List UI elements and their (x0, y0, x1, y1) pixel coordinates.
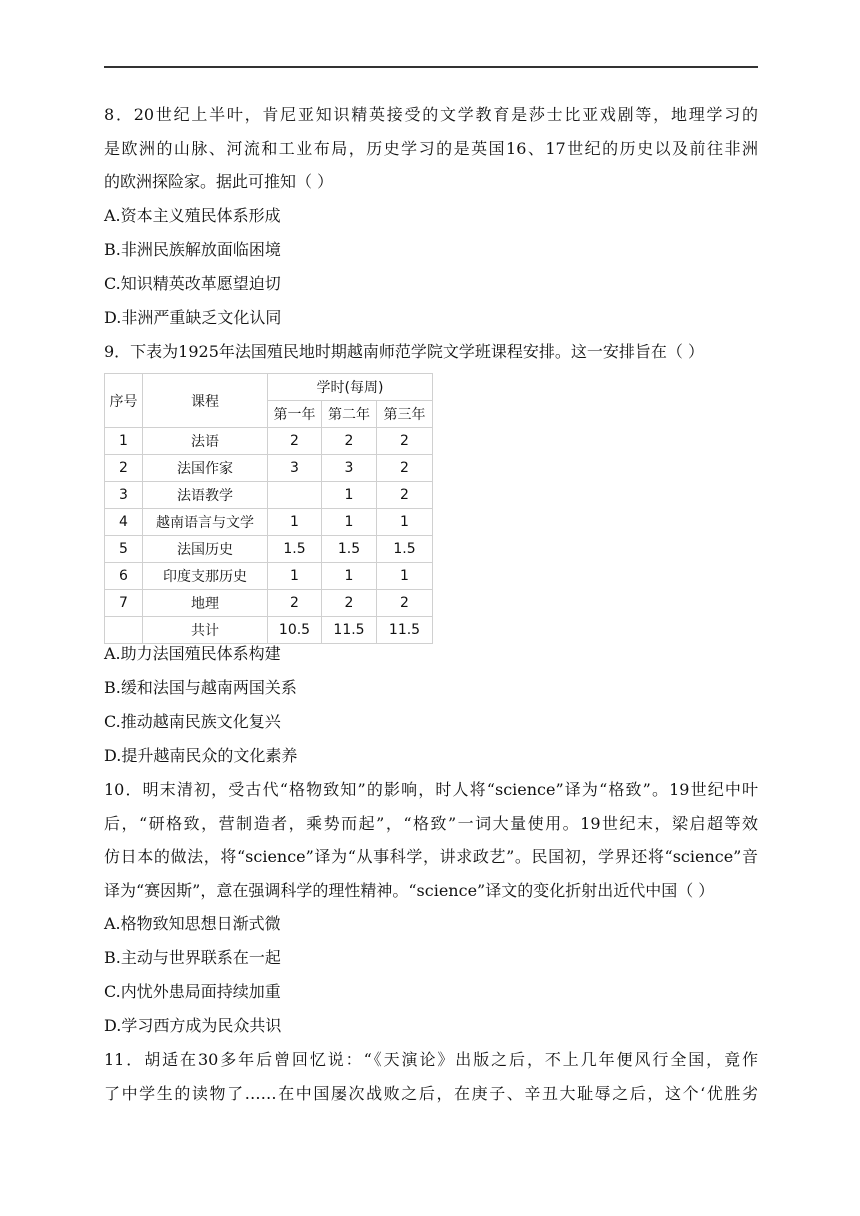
q9-option-d[interactable]: D.提升越南民众的文化素养 (104, 746, 298, 765)
q8-stem-line-1: 8．20世纪上半叶，肯尼亚知识精英接受的文学教育是莎士比亚戏剧等，地理学习的 (104, 105, 758, 124)
cell-course: 地理 (143, 590, 268, 617)
cell-serial: 2 (105, 455, 143, 482)
cell-year-3: 2 (377, 455, 433, 482)
table-row (105, 563, 433, 590)
cell-year-2: 3 (322, 455, 377, 482)
header-weekly-hours: 学时(每周) (268, 374, 433, 401)
q10-stem-line-1: 10．明末清初，受古代“格物致知”的影响，时人将“science”译为“格致”。19世纪中叶 (104, 780, 758, 799)
cell-year-3: 2 (377, 590, 433, 617)
q10-stem-line-3: 仿日本的做法，将“science”译为“从事科学，讲求政艺”。民国初，学界还将“science”音 (104, 847, 758, 866)
table-row (105, 509, 433, 536)
cell-course: 法国历史 (143, 536, 268, 563)
cell-year-2: 1 (322, 482, 377, 509)
cell-course: 法国作家 (143, 455, 268, 482)
cell-course: 印度支那历史 (143, 563, 268, 590)
table-row (105, 536, 433, 563)
cell-year-3: 11.5 (377, 617, 433, 644)
cell-year-3: 1 (377, 563, 433, 590)
cell-course: 法语教学 (143, 482, 268, 509)
cell-year-1 (268, 482, 322, 509)
cell-year-1: 10.5 (268, 617, 322, 644)
table-total-row (105, 617, 433, 644)
cell-year-2: 1 (322, 563, 377, 590)
cell-serial: 6 (105, 563, 143, 590)
cell-serial: 1 (105, 428, 143, 455)
table-header-row (105, 374, 433, 401)
cell-year-3: 1 (377, 509, 433, 536)
q9-stem: 9．下表为1925年法国殖民地时期越南师范学院文学班课程安排。这一安排旨在（ ） (104, 342, 704, 361)
q10-option-a[interactable]: A.格物致知思想日渐式微 (104, 914, 281, 933)
header-year-3: 第三年 (377, 401, 433, 428)
cell-year-3: 2 (377, 482, 433, 509)
q10-option-d[interactable]: D.学习西方成为民众共识 (104, 1016, 282, 1035)
q10-option-b[interactable]: B.主动与世界联系在一起 (104, 948, 281, 967)
cell-year-3: 2 (377, 428, 433, 455)
q8-stem-line-3: 的欧洲探险家。据此可推知（ ） (104, 172, 334, 191)
q8-option-c[interactable]: C.知识精英改革愿望迫切 (104, 274, 281, 293)
q8-stem-line-2: 是欧洲的山脉、河流和工业布局，历史学习的是英国16、17世纪的历史以及前往非洲 (104, 139, 758, 158)
q8-option-d[interactable]: D.非洲严重缺乏文化认同 (104, 308, 282, 327)
cell-year-2: 1.5 (322, 536, 377, 563)
cell-year-1: 2 (268, 428, 322, 455)
cell-year-2: 11.5 (322, 617, 377, 644)
cell-serial: 7 (105, 590, 143, 617)
header-year-2: 第二年 (322, 401, 377, 428)
table-row (105, 482, 433, 509)
cell-year-3: 1.5 (377, 536, 433, 563)
cell-year-1: 2 (268, 590, 322, 617)
header-course: 课程 (143, 374, 268, 428)
cell-serial: 3 (105, 482, 143, 509)
q10-stem-line-4: 译为“赛因斯”，意在强调科学的理性精神。“science”译文的变化折射出近代中国（ ） (104, 881, 715, 900)
q9-option-b[interactable]: B.缓和法国与越南两国关系 (104, 678, 297, 697)
cell-serial: 5 (105, 536, 143, 563)
cell-course: 越南语言与文学 (143, 509, 268, 536)
cell-course: 法语 (143, 428, 268, 455)
q10-stem-line-2: 后，“研格致，营制造者，乘势而起”，“格致”一词大量使用。19世纪末，梁启超等效 (104, 814, 758, 833)
cell-year-1: 1 (268, 509, 322, 536)
q8-option-a[interactable]: A.资本主义殖民体系形成 (104, 206, 281, 225)
q11-stem-line-1: 11．胡适在30多年后曾回忆说：“《天演论》出版之后，不上几年便风行全国，竟作 (104, 1050, 758, 1069)
table-row (105, 590, 433, 617)
cell-year-1: 1 (268, 563, 322, 590)
q9-option-a[interactable]: A.助力法国殖民体系构建 (104, 644, 281, 663)
header-rule (104, 66, 758, 68)
cell-serial (105, 617, 143, 644)
cell-year-2: 1 (322, 509, 377, 536)
q11-stem-line-2: 了中学生的读物了……在中国屡次战败之后，在庚子、辛丑大耻辱之后，这个‘优胜劣 (104, 1084, 758, 1103)
q10-option-c[interactable]: C.内忧外患局面持续加重 (104, 982, 281, 1001)
cell-year-2: 2 (322, 590, 377, 617)
table-row (105, 455, 433, 482)
cell-serial: 4 (105, 509, 143, 536)
cell-year-1: 1.5 (268, 536, 322, 563)
course-schedule-table (104, 373, 433, 644)
cell-year-1: 3 (268, 455, 322, 482)
q9-option-c[interactable]: C.推动越南民族文化复兴 (104, 712, 281, 731)
header-serial-number: 序号 (105, 374, 143, 428)
cell-course: 共计 (143, 617, 268, 644)
table-row (105, 428, 433, 455)
cell-year-2: 2 (322, 428, 377, 455)
header-year-1: 第一年 (268, 401, 322, 428)
q8-option-b[interactable]: B.非洲民族解放面临困境 (104, 240, 281, 259)
